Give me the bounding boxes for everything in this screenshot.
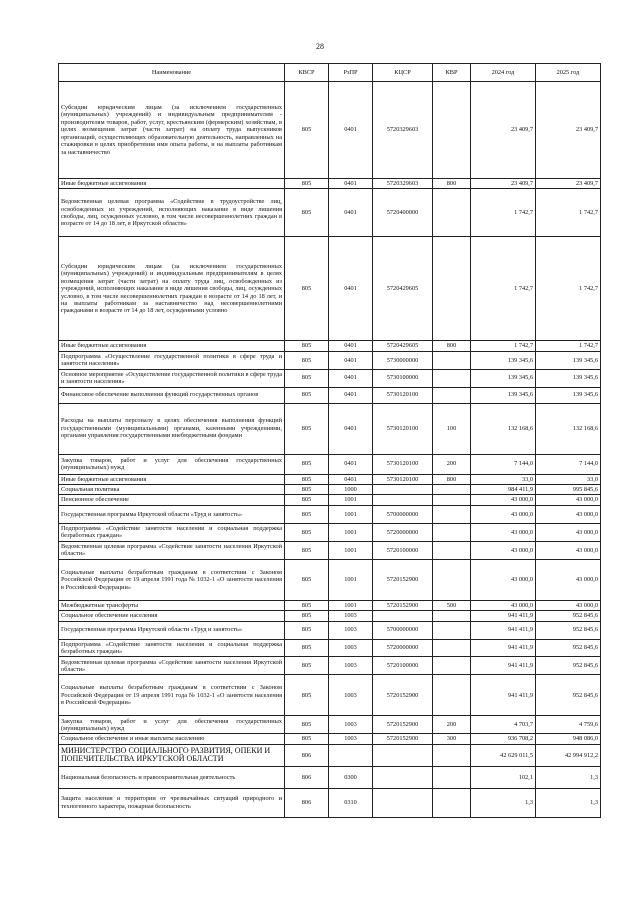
cell-name: Подпрограмма «Содействие занятости населения и социальная поддержка безработных граждан» xyxy=(59,639,285,657)
cell-kcsr: 5720152900 xyxy=(373,734,433,744)
table-row xyxy=(59,369,601,387)
cell-rzpr: 1001 xyxy=(329,495,373,505)
cell-kcsr: 5720152900 xyxy=(373,675,433,716)
cell-y2025: 952 845,6 xyxy=(536,611,601,621)
cell-kvr: 800 xyxy=(433,474,471,484)
cell-rzpr: 0401 xyxy=(329,351,373,369)
cell-y2024: 43 000,0 xyxy=(471,559,536,600)
cell-y2024: 102,1 xyxy=(471,766,536,788)
table-row xyxy=(59,716,601,734)
table-row xyxy=(59,744,601,766)
page-number: 28 xyxy=(316,42,324,51)
cell-y2025: 42 994 912,2 xyxy=(536,744,601,766)
header-name: Наименование xyxy=(59,64,285,82)
cell-kcsr: 5730100000 xyxy=(373,369,433,387)
cell-y2025: 139 345,6 xyxy=(536,387,601,403)
table-row xyxy=(59,600,601,610)
cell-kvsr: 805 xyxy=(285,541,329,559)
cell-rzpr: 0300 xyxy=(329,766,373,788)
cell-y2024: 139 345,6 xyxy=(471,351,536,369)
cell-kvr xyxy=(433,657,471,675)
cell-kcsr: 5720329603 xyxy=(373,82,433,179)
table-row xyxy=(59,523,601,541)
cell-kvsr: 805 xyxy=(285,505,329,523)
cell-kcsr: 5720329603 xyxy=(373,179,433,189)
cell-kcsr: 5720429605 xyxy=(373,237,433,341)
cell-kvr xyxy=(433,189,471,237)
table-row xyxy=(59,474,601,484)
cell-y2025: 1 742,7 xyxy=(536,341,601,351)
table-row xyxy=(59,734,601,744)
table-row xyxy=(59,403,601,454)
cell-y2024: 43 000,0 xyxy=(471,600,536,610)
cell-kvsr: 805 xyxy=(285,341,329,351)
cell-kvsr: 805 xyxy=(285,611,329,621)
header-kvr: КВР xyxy=(433,64,471,82)
cell-name: Иные бюджетные ассигнования xyxy=(59,341,285,351)
table-row xyxy=(59,541,601,559)
cell-kvsr: 806 xyxy=(285,788,329,817)
cell-name: Пенсионное обеспечение xyxy=(59,495,285,505)
cell-name: Государственная программа Иркутской области «Труд и занятость» xyxy=(59,505,285,523)
cell-y2025: 952 845,6 xyxy=(536,675,601,716)
cell-name: Межбюджетные трансферты xyxy=(59,600,285,610)
cell-name: Подпрограмма «Содействие занятости населения и социальная поддержка безработных граждан» xyxy=(59,523,285,541)
cell-kcsr: 5730000000 xyxy=(373,351,433,369)
cell-y2024: 936 708,2 xyxy=(471,734,536,744)
header-rzpr: РзПР xyxy=(329,64,373,82)
cell-name: Финансовое обеспечение выполнения функций государственных органов xyxy=(59,387,285,403)
cell-kvsr: 805 xyxy=(285,600,329,610)
cell-rzpr: 1001 xyxy=(329,541,373,559)
table-row xyxy=(59,351,601,369)
cell-y2024: 139 345,6 xyxy=(471,369,536,387)
cell-kvsr: 805 xyxy=(285,734,329,744)
table-row xyxy=(59,341,601,351)
cell-kvr xyxy=(433,369,471,387)
cell-kvr xyxy=(433,675,471,716)
cell-rzpr: 1000 xyxy=(329,484,373,494)
cell-kvr: 800 xyxy=(433,341,471,351)
cell-name: Защита населения и территории от чрезвычайных ситуаций природного и техногенного характера, пожарная безопасность xyxy=(59,788,285,817)
cell-y2024: 984 411,9 xyxy=(471,484,536,494)
cell-kvsr: 805 xyxy=(285,351,329,369)
cell-kcsr: 5730120100 xyxy=(373,403,433,454)
cell-rzpr: 0401 xyxy=(329,369,373,387)
table-row xyxy=(59,766,601,788)
cell-name: Подпрограмма «Осуществление государственной политики в сфере труда и занятости населения» xyxy=(59,351,285,369)
table-row xyxy=(59,657,601,675)
cell-y2024: 941 411,9 xyxy=(471,639,536,657)
cell-name: Социальное обеспечение населения xyxy=(59,611,285,621)
cell-y2024: 23 409,7 xyxy=(471,179,536,189)
cell-kcsr xyxy=(373,788,433,817)
cell-name: Закупка товаров, работ и услуг для обеспечения государственных (муниципальных) нужд xyxy=(59,716,285,734)
cell-kvr: 300 xyxy=(433,734,471,744)
cell-kvsr: 805 xyxy=(285,403,329,454)
cell-kvsr: 805 xyxy=(285,484,329,494)
cell-kvr xyxy=(433,766,471,788)
cell-y2025: 43 000,0 xyxy=(536,505,601,523)
header-2025: 2025 год xyxy=(536,64,601,82)
cell-y2024: 941 411,9 xyxy=(471,657,536,675)
table-header-row xyxy=(59,64,601,82)
cell-kcsr: 5720400000 xyxy=(373,189,433,237)
cell-y2024: 1,3 xyxy=(471,788,536,817)
cell-y2024: 1 742,7 xyxy=(471,341,536,351)
cell-kcsr: 5730120100 xyxy=(373,454,433,474)
cell-kvr xyxy=(433,495,471,505)
cell-kvsr: 805 xyxy=(285,639,329,657)
cell-y2024: 139 345,6 xyxy=(471,387,536,403)
header-2024: 2024 год xyxy=(471,64,536,82)
cell-kcsr: 5730120100 xyxy=(373,387,433,403)
cell-kvr xyxy=(433,237,471,341)
cell-rzpr: 0401 xyxy=(329,341,373,351)
cell-y2025: 33,0 xyxy=(536,474,601,484)
cell-kvr xyxy=(433,351,471,369)
cell-kvsr: 805 xyxy=(285,82,329,179)
cell-name: МИНИСТЕРСТВО СОЦИАЛЬНОГО РАЗВИТИЯ, ОПЕКИ И ПОПЕЧИТЕЛЬСТВА ИРКУТСКОЙ ОБЛАСТИ xyxy=(59,744,285,766)
cell-kvsr: 805 xyxy=(285,657,329,675)
cell-kvsr: 805 xyxy=(285,179,329,189)
cell-kvsr: 805 xyxy=(285,523,329,541)
cell-y2024: 7 144,0 xyxy=(471,454,536,474)
cell-y2025: 1,3 xyxy=(536,788,601,817)
cell-name: Государственная программа Иркутской области «Труд и занятость» xyxy=(59,621,285,639)
cell-rzpr: 1003 xyxy=(329,639,373,657)
cell-rzpr: 1001 xyxy=(329,505,373,523)
cell-kvr xyxy=(433,541,471,559)
cell-y2025: 132 168,6 xyxy=(536,403,601,454)
cell-kcsr xyxy=(373,611,433,621)
cell-kcsr: 5720100000 xyxy=(373,657,433,675)
cell-kvr xyxy=(433,611,471,621)
cell-rzpr: 1001 xyxy=(329,523,373,541)
cell-kvr: 200 xyxy=(433,454,471,474)
cell-y2025: 43 000,0 xyxy=(536,559,601,600)
cell-kcsr: 5720152900 xyxy=(373,559,433,600)
cell-name: Субсидии юридическим лицам (за исключением государственных (муниципальных) учреждений) и индивидуальным предпринимателям в целях возмещения затрат (части затрат) на оплату труда лиц, освобожденных из учреждений, исполняющих наказание в виде лишения свободы, лиц, осужденных условно, в том числе несовершеннолетних граждан в возрасте от 14 до 18 лет, и на выплаты работникам за наставничество над несовершеннолетними гражданами в возрасте от 14 до 18 лет, осужденными условно xyxy=(59,237,285,341)
cell-y2024: 43 000,0 xyxy=(471,523,536,541)
cell-kvsr: 805 xyxy=(285,369,329,387)
cell-kcsr: 5730120100 xyxy=(373,474,433,484)
cell-rzpr: 1003 xyxy=(329,675,373,716)
table-row xyxy=(59,484,601,494)
cell-kvr: 500 xyxy=(433,600,471,610)
table-row xyxy=(59,82,601,179)
cell-kvsr: 805 xyxy=(285,621,329,639)
cell-kcsr: 5700000000 xyxy=(373,621,433,639)
cell-kvsr: 805 xyxy=(285,495,329,505)
cell-rzpr: 1003 xyxy=(329,611,373,621)
table-row xyxy=(59,559,601,600)
cell-rzpr: 0401 xyxy=(329,237,373,341)
cell-kcsr xyxy=(373,744,433,766)
cell-rzpr xyxy=(329,744,373,766)
cell-kcsr: 5720000000 xyxy=(373,523,433,541)
header-kcsr: КЦСР xyxy=(373,64,433,82)
cell-y2025: 952 845,6 xyxy=(536,657,601,675)
budget-table xyxy=(58,63,601,818)
cell-kvsr: 806 xyxy=(285,766,329,788)
cell-name: Ведомственная целевая программа «Содействие занятости населения Иркутской области» xyxy=(59,657,285,675)
cell-kvr xyxy=(433,387,471,403)
cell-kvsr: 805 xyxy=(285,559,329,600)
cell-y2024: 4 703,7 xyxy=(471,716,536,734)
cell-rzpr: 0401 xyxy=(329,82,373,179)
cell-y2025: 1 742,7 xyxy=(536,237,601,341)
cell-rzpr: 1003 xyxy=(329,621,373,639)
cell-kvr xyxy=(433,82,471,179)
cell-y2024: 1 742,7 xyxy=(471,237,536,341)
cell-y2024: 33,0 xyxy=(471,474,536,484)
cell-rzpr: 1001 xyxy=(329,600,373,610)
table-row xyxy=(59,505,601,523)
cell-rzpr: 0310 xyxy=(329,788,373,817)
table-row xyxy=(59,454,601,474)
cell-y2024: 42 629 011,5 xyxy=(471,744,536,766)
cell-y2025: 948 086,0 xyxy=(536,734,601,744)
table-row xyxy=(59,237,601,341)
cell-name: Расходы на выплаты персоналу в целях обеспечения выполнения функций государственными (муниципальными) органами, казенными учреждениями, органами управления государственными внебюджетными фондами xyxy=(59,403,285,454)
table-row xyxy=(59,611,601,621)
cell-y2025: 4 759,6 xyxy=(536,716,601,734)
cell-y2024: 941 411,9 xyxy=(471,611,536,621)
cell-y2025: 952 845,6 xyxy=(536,639,601,657)
cell-kvr: 100 xyxy=(433,403,471,454)
cell-kvr xyxy=(433,523,471,541)
cell-y2024: 1 742,7 xyxy=(471,189,536,237)
table-row xyxy=(59,639,601,657)
cell-y2025: 23 409,7 xyxy=(536,179,601,189)
cell-kvr xyxy=(433,559,471,600)
table-row xyxy=(59,495,601,505)
cell-name: Ведомственная целевая программа «Содействие в трудоустройстве лиц, освобожденных из учреждений, исполняющих наказание в виде лишения свободы, лиц, осужденных условно, в том числе несовершеннолетних граждан в возрасте от 14 до 18 лет, в Иркутской области» xyxy=(59,189,285,237)
cell-name: Социальная политика xyxy=(59,484,285,494)
cell-rzpr: 1003 xyxy=(329,716,373,734)
cell-rzpr: 0401 xyxy=(329,387,373,403)
cell-kcsr: 5720152900 xyxy=(373,716,433,734)
cell-kvr xyxy=(433,639,471,657)
cell-kvsr: 805 xyxy=(285,237,329,341)
cell-kvsr: 805 xyxy=(285,716,329,734)
cell-kcsr: 5720100000 xyxy=(373,541,433,559)
cell-name: Закупка товаров, работ и услуг для обеспечения государственных (муниципальных) нужд xyxy=(59,454,285,474)
cell-name: Социальные выплаты безработным гражданам в соответствии с Законом Российской Федерации от 19 апреля 1991 года № 1032-1 «О занятости населения в Российской Федерации» xyxy=(59,675,285,716)
cell-y2025: 43 000,0 xyxy=(536,600,601,610)
cell-rzpr: 1003 xyxy=(329,657,373,675)
cell-rzpr: 1003 xyxy=(329,734,373,744)
cell-kcsr: 5720000000 xyxy=(373,639,433,657)
cell-kvr xyxy=(433,505,471,523)
cell-y2025: 952 845,6 xyxy=(536,621,601,639)
cell-kvr xyxy=(433,788,471,817)
cell-rzpr: 0401 xyxy=(329,189,373,237)
cell-y2024: 43 000,0 xyxy=(471,541,536,559)
cell-y2025: 23 409,7 xyxy=(536,82,601,179)
cell-y2024: 43 000,0 xyxy=(471,495,536,505)
cell-kvsr: 805 xyxy=(285,189,329,237)
table-row xyxy=(59,189,601,237)
header-kvsr: КВСР xyxy=(285,64,329,82)
cell-y2025: 139 345,6 xyxy=(536,369,601,387)
cell-y2025: 43 000,0 xyxy=(536,495,601,505)
cell-kvsr: 806 xyxy=(285,744,329,766)
cell-name: Иные бюджетные ассигнования xyxy=(59,179,285,189)
cell-kcsr: 5700000000 xyxy=(373,505,433,523)
cell-y2024: 132 168,6 xyxy=(471,403,536,454)
cell-kcsr xyxy=(373,766,433,788)
cell-y2025: 139 345,6 xyxy=(536,351,601,369)
cell-kvsr: 805 xyxy=(285,474,329,484)
cell-y2024: 23 409,7 xyxy=(471,82,536,179)
cell-rzpr: 0401 xyxy=(329,179,373,189)
cell-rzpr: 1001 xyxy=(329,559,373,600)
cell-rzpr: 0401 xyxy=(329,454,373,474)
cell-kcsr: 5720152900 xyxy=(373,600,433,610)
cell-y2025: 995 845,6 xyxy=(536,484,601,494)
cell-y2024: 43 000,0 xyxy=(471,505,536,523)
cell-name: Иные бюджетные ассигнования xyxy=(59,474,285,484)
cell-kvsr: 805 xyxy=(285,387,329,403)
cell-kvr: 800 xyxy=(433,179,471,189)
table-row xyxy=(59,621,601,639)
cell-rzpr: 0401 xyxy=(329,403,373,454)
cell-kvsr: 805 xyxy=(285,675,329,716)
cell-name: Субсидии юридическим лицам (за исключением государственных (муниципальных) учреждений) и индивидуальным предпринимателям - производителям товаров, работ, услуг, крестьянским (фермерским) хозяйствам, в целях возмещения затрат (части затрат) на оплату труда выпускников организаций, осуществляющих образовательную деятельность, направленных на стажировки в целях приобретения ими опыта работы, и на выплаты работникам за наставничество xyxy=(59,82,285,179)
cell-name: Основное мероприятие «Осуществление государственной политики в сфере труда и занятости населения» xyxy=(59,369,285,387)
cell-y2025: 43 000,0 xyxy=(536,523,601,541)
table-row xyxy=(59,387,601,403)
cell-y2025: 1 742,7 xyxy=(536,189,601,237)
cell-y2024: 941 411,9 xyxy=(471,675,536,716)
cell-kcsr: 5720429605 xyxy=(373,341,433,351)
cell-kvr xyxy=(433,484,471,494)
cell-kvr xyxy=(433,621,471,639)
cell-rzpr: 0401 xyxy=(329,474,373,484)
cell-kcsr xyxy=(373,484,433,494)
cell-y2025: 1,3 xyxy=(536,766,601,788)
cell-kcsr xyxy=(373,495,433,505)
cell-name: Социальные выплаты безработным гражданам в соответствии с Законом Российской Федерации от 19 апреля 1991 года № 1032-1 «О занятости населения в Российской Федерации» xyxy=(59,559,285,600)
table-row xyxy=(59,675,601,716)
cell-kvr: 200 xyxy=(433,716,471,734)
table-row xyxy=(59,788,601,817)
cell-y2025: 43 000,0 xyxy=(536,541,601,559)
cell-name: Ведомственная целевая программа «Содействие занятости населения Иркутской области» xyxy=(59,541,285,559)
cell-y2024: 941 411,9 xyxy=(471,621,536,639)
cell-y2025: 7 144,0 xyxy=(536,454,601,474)
cell-name: Социальное обеспечение и иные выплаты населению xyxy=(59,734,285,744)
table-row xyxy=(59,179,601,189)
cell-kvr xyxy=(433,744,471,766)
cell-kvsr: 805 xyxy=(285,454,329,474)
cell-name: Национальная безопасность и правоохранительная деятельность xyxy=(59,766,285,788)
